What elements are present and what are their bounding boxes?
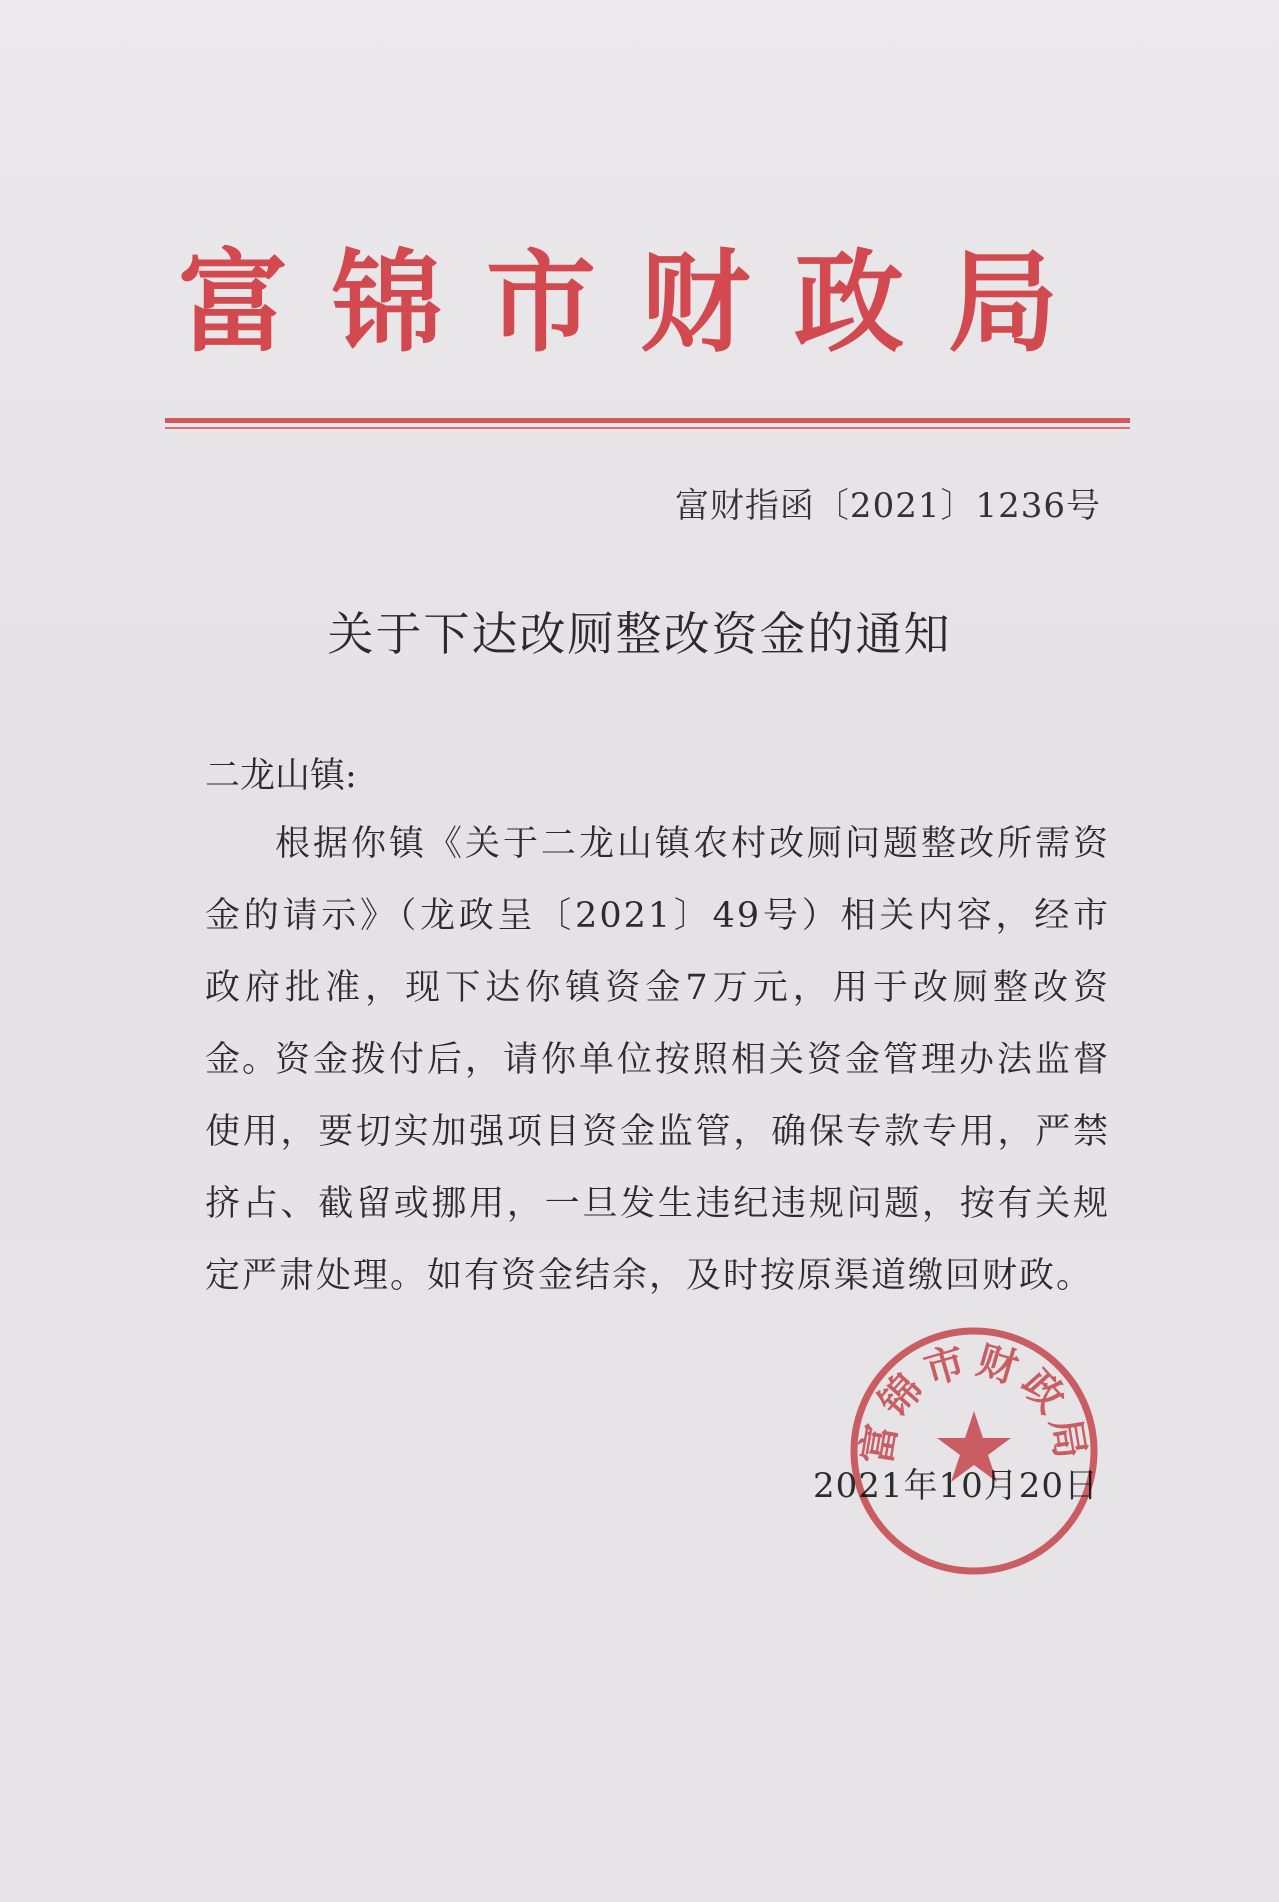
svg-text:富锦市财政局: 富锦市财政局 [853, 1337, 1095, 1468]
agency-header-title: 富锦市财政局 [178, 239, 1102, 367]
body-paragraph-2: 资金拨付后，请你单位按照相关资金管理办法监督使用，要切实加强项目资金监管，确保专款专用，严禁挤占、截留或挪用，一旦发生违纪违规问题，按有关规定严肃处理。如有资金结余，及时按原渠道缴回财政。 [205, 1040, 1110, 1296]
official-seal-stamp [848, 1325, 1100, 1577]
seal-star-icon [937, 1411, 1011, 1482]
red-divider-thin [165, 427, 1130, 429]
document-title: 关于下达改厕整改资金的通知 [327, 607, 952, 661]
red-divider-thick [165, 418, 1130, 423]
document-number: 富财指函〔2021〕1236号 [674, 486, 1101, 526]
body-paragraph-1: 根据你镇《关于二龙山镇农村改厕问题整改所需资金的请示》（龙政呈〔2021〕49号）相关内容，经市政府批准，现下达你镇资金7万元，用于改厕整改资金。 [205, 824, 1110, 1080]
issue-date: 2021年10月20日 [812, 1466, 1099, 1506]
salutation: 二龙山镇: [205, 756, 357, 796]
